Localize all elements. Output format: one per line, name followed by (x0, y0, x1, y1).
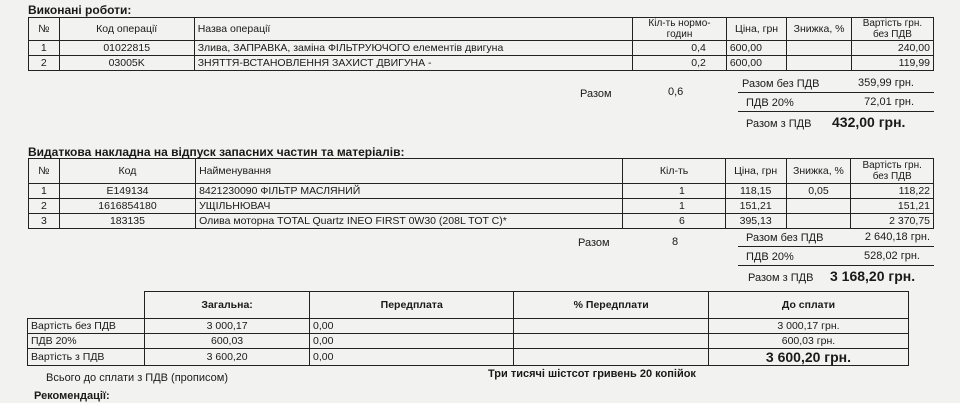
cell-to-pay: 600,03 грн. (708, 334, 908, 349)
cell-prepay-pct (514, 334, 709, 349)
cell-code: 03005K (59, 56, 194, 71)
cell-name: 8421230090 ФІЛЬТР МАСЛЯНИЙ (196, 184, 623, 199)
cell-price: 118,15 (725, 184, 786, 199)
cell-total: 3 000,17 (145, 319, 310, 334)
cell-to-pay: 3 000,17 грн. (708, 319, 908, 334)
works-col-hours: Кіл-ть нормо-годин (633, 18, 727, 41)
cell-num: 3 (29, 214, 60, 229)
parts-table (28, 158, 934, 229)
cell-code: E149134 (59, 184, 195, 199)
works-sum-vat: 432,00 грн. (832, 114, 906, 130)
cell-prepay: 0,00 (310, 319, 514, 334)
parts-col-name: Найменування (196, 159, 623, 184)
works-col-code: Код операції (59, 18, 194, 41)
table-row (29, 184, 934, 199)
works-table (28, 17, 934, 71)
works-col-discount: Знижка, % (787, 18, 852, 41)
parts-sum-vat: 3 168,20 грн. (830, 268, 916, 284)
cell-qty: 1 (623, 184, 725, 199)
summary-row-label: ПДВ 20% (28, 334, 145, 349)
divider (738, 265, 934, 266)
cell-total: 600,03 (145, 334, 310, 349)
works-sum-no-vat: 359,99 грн. (858, 77, 914, 89)
works-col-cost: Вартість грн. без ПДВ (851, 18, 933, 41)
cell-num: 2 (29, 56, 60, 71)
summary-col-prepay: Передплата (310, 292, 514, 319)
summary-row-label: Вартість без ПДВ (28, 319, 145, 334)
works-vat: 72,01 грн. (864, 96, 914, 108)
cell-cost: 119,99 (851, 56, 933, 71)
cell-cost: 118,22 (851, 184, 934, 199)
cell-name: ЗНЯТТЯ-ВСТАНОВЛЕННЯ ЗАХИСТ ДВИГУНА - (194, 56, 633, 71)
cell-total: 3 600,20 (145, 349, 310, 366)
table-row (29, 41, 934, 56)
works-col-price: Ціна, грн (726, 18, 786, 41)
parts-total-qty: 8 (672, 236, 679, 248)
summary-corner (28, 292, 145, 319)
parts-sum-no-vat-label: Разом без ПДВ (746, 232, 824, 244)
cell-name: Олива моторна TOTAL Quartz INEO FIRST 0W30 (208L TOT C)* (196, 214, 623, 229)
cell-cost: 151,21 (851, 199, 934, 214)
table-row (28, 319, 909, 334)
cell-num: 1 (29, 184, 60, 199)
cell-discount: 0,05 (786, 184, 851, 199)
parts-col-price: Ціна, грн (725, 159, 786, 184)
works-sum-vat-label: Разом з ПДВ (746, 118, 812, 130)
works-title: Виконані роботи: (28, 3, 132, 17)
table-row (28, 334, 909, 349)
cell-name: Злива, ЗАПРАВКА, заміна ФІЛЬТРУЮЧОГО елементів двигуна (194, 41, 633, 56)
cell-discount (787, 41, 852, 56)
parts-total-label: Разом (578, 237, 610, 249)
parts-col-qty: Кіл-ть (623, 159, 725, 184)
summary-col-to-pay: До сплати (708, 292, 908, 319)
table-row (29, 214, 934, 229)
cell-price: 600,00 (726, 56, 786, 71)
cell-discount (787, 56, 852, 71)
works-col-name: Назва операції (194, 18, 633, 41)
in-words-value: Три тисячі шістсот гривень 20 копійок (488, 368, 696, 380)
parts-sum-no-vat: 2 640,18 грн. (864, 231, 930, 243)
parts-vat-label: ПДВ 20% (746, 251, 794, 263)
divider (738, 111, 934, 112)
cell-price: 600,00 (726, 41, 786, 56)
cell-discount (786, 214, 851, 229)
cell-qty: 1 (623, 199, 725, 214)
summary-col-prepay-pct: % Передплати (514, 292, 709, 319)
cell-cost: 240,00 (851, 41, 933, 56)
cell-num: 1 (29, 41, 60, 56)
in-words-label: Всього до сплати з ПДВ (прописом) (46, 372, 228, 384)
divider (738, 246, 934, 247)
parts-col-cost: Вартість грн. без ПДВ (851, 159, 934, 184)
summary-col-total: Загальна: (145, 292, 310, 319)
cell-hours: 0,2 (633, 56, 727, 71)
cell-name: УЩІЛЬНЮВАЧ (196, 199, 623, 214)
cell-hours: 0,4 (633, 41, 727, 56)
works-total-hours: 0,6 (668, 86, 684, 98)
cell-prepay-pct (514, 349, 709, 366)
cell-price: 151,21 (725, 199, 786, 214)
table-row (29, 199, 934, 214)
works-total-label: Разом (580, 88, 612, 100)
cell-cost: 2 370,75 (851, 214, 934, 229)
cell-code: 01022815 (59, 41, 194, 56)
parts-title: Видаткова накладна на відпуск запасних частин та матеріалів: (28, 145, 405, 159)
divider (738, 92, 934, 93)
works-vat-label: ПДВ 20% (746, 97, 794, 109)
cell-code: 1616854180 (59, 199, 195, 214)
table-row (28, 349, 909, 366)
table-row (29, 56, 934, 71)
cell-qty: 6 (623, 214, 725, 229)
parts-col-discount: Знижка, % (786, 159, 851, 184)
cell-to-pay: 3 600,20 грн. (708, 349, 908, 366)
cell-code: 183135 (59, 214, 195, 229)
works-header-row (29, 18, 934, 41)
summary-header-row (28, 292, 909, 319)
summary-row-label: Вартість з ПДВ (28, 349, 145, 366)
cell-prepay: 0,00 (310, 349, 514, 366)
parts-col-code: Код (59, 159, 195, 184)
parts-sum-vat-label: Разом з ПДВ (748, 272, 814, 284)
cell-price: 395,13 (725, 214, 786, 229)
parts-col-num: № (29, 159, 60, 184)
parts-vat: 528,02 грн. (864, 250, 920, 262)
recommendations-label: Рекомендації: (34, 390, 110, 402)
cell-discount (786, 199, 851, 214)
summary-table (27, 291, 909, 366)
works-sum-no-vat-label: Разом без ПДВ (742, 78, 820, 90)
cell-num: 2 (29, 199, 60, 214)
works-col-num: № (29, 18, 60, 41)
parts-header-row (29, 159, 934, 184)
cell-prepay-pct (514, 319, 709, 334)
cell-prepay: 0,00 (310, 334, 514, 349)
